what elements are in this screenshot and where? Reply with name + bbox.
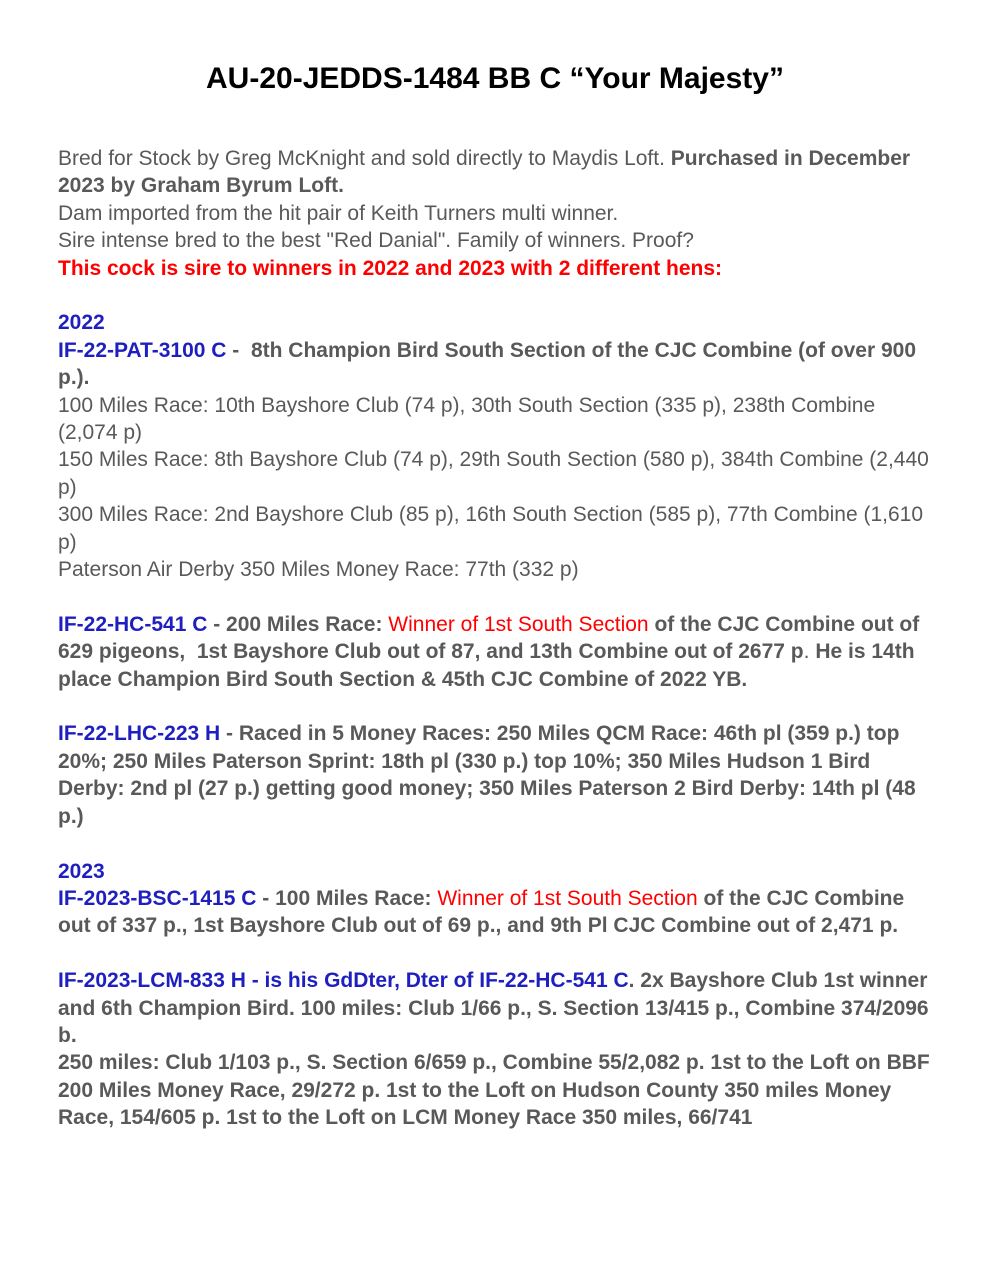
highlight-text: This cock is sire to winners in 2022 and 2023 with 2 different hens: xyxy=(58,256,723,280)
bird-2022-3-paragraph xyxy=(58,720,932,830)
band-number: IF-22-PAT-3100 C xyxy=(58,338,227,362)
race-text: . 2x Bayshore Club 1st winner and 6th Champion Bird. 100 miles: Club 1/66 p., S. Section 13/415 p., Combine 374/2096 b. xyxy=(58,969,935,1047)
spacer xyxy=(58,282,932,309)
race-text: of the CJC Combine out of 629 pigeons, 1st Bayshore Club out of 87, and 13th Combine out of 2677 p xyxy=(58,612,926,664)
section-2023 xyxy=(58,858,935,1132)
year-heading-2023: 2023 xyxy=(58,859,105,883)
spacer xyxy=(58,583,932,610)
bird-summary: - 8th Champion Bird South Section of the CJC Combine (of over 900 p.). xyxy=(58,338,922,390)
race-text: - 100 Miles Race: xyxy=(256,886,438,910)
spacer xyxy=(58,940,932,967)
race-result: 150 Miles Race: 8th Bayshore Club (74 p), 29th South Section (580 p), 384th Combine (2,440 p) xyxy=(58,448,929,499)
band-number: IF-2023-LCM-833 H - is his GdDter, Dter of IF-22-HC-541 C xyxy=(58,969,629,993)
race-text: - 200 Miles Race: xyxy=(207,612,389,636)
purchased-text: Purchased in December 2023 by Graham Byrum Loft. xyxy=(58,147,916,198)
band-number: IF-2023-BSC-1415 C xyxy=(58,886,257,910)
bird-2022-1-summary xyxy=(58,337,932,392)
race-result: 100 Miles Race: 10th Bayshore Club (74 p), 30th South Section (335 p), 238th Combine (2,074 p) xyxy=(58,393,876,445)
bred-text: Bred for Stock by Greg McKnight and sold directly to Maydis Loft. xyxy=(58,147,671,170)
intro-section xyxy=(58,145,932,282)
year-heading-2022: 2022 xyxy=(58,311,105,335)
winner-highlight: Winner of 1st South Section xyxy=(437,886,698,910)
intro-bred-paragraph xyxy=(58,145,932,200)
spacer xyxy=(58,693,932,720)
bird-2023-1-paragraph xyxy=(58,885,932,940)
winner-highlight: Winner of 1st South Section xyxy=(388,612,649,636)
race-result: Paterson Air Derby 350 Miles Money Race: 77th (332 p) xyxy=(58,558,579,582)
page-title: AU-20-JEDDS-1484 BB C “Your Majesty” xyxy=(206,62,784,95)
band-number: IF-22-HC-541 C xyxy=(58,612,208,636)
spacer xyxy=(58,830,932,857)
race-text: of the CJC Combine out of 337 p., 1st Bayshore Club out of 69 p., and 9th Pl CJC Combine out of 2,471 p. xyxy=(58,886,911,938)
race-result: 300 Miles Race: 2nd Bayshore Club (85 p), 16th South Section (585 p), 77th Combine (1,610 p) xyxy=(58,503,924,554)
race-text: He is 14th place Champion Bird South Section & 45th CJC Combine of 2022 YB. xyxy=(58,640,921,691)
band-number: IF-22-LHC-223 H xyxy=(58,722,221,746)
bird-2022-2-paragraph xyxy=(58,611,932,693)
bird-2023-2-results: 250 miles: Club 1/103 p., S. Section 6/659 p., Combine 55/2,082 p. 1st to the Loft on BBF 200 Miles Money Race, 29/272 p. 1st to the Loft on Hudson County 350 miles Money Race, 154/605 p. 1st to the Loft on LCM Money Race 350 miles, 66/741 xyxy=(58,1051,930,1130)
section-2022 xyxy=(58,309,932,830)
period: . xyxy=(803,640,816,664)
dam-text: Dam imported from the hit pair of Keith Turners multi winner. xyxy=(58,201,619,225)
bird-2023-2-paragraph xyxy=(58,967,935,1049)
race-text: - Raced in 5 Money Races: 250 Miles QCM Race: 46th pl (359 p.) top 20%; 250 Miles Paterson Sprint: 18th pl (330 p.) top 10%; 350 Miles Hudson 1 Bird Derby: 2nd pl (27 p.) getting good money; 350 Miles Paterson 2 Bird Derby: 14th pl (48 p.) xyxy=(58,722,922,828)
sire-text: Sire intense bred to the best "Red Danial". Family of winners. Proof? xyxy=(58,229,694,253)
